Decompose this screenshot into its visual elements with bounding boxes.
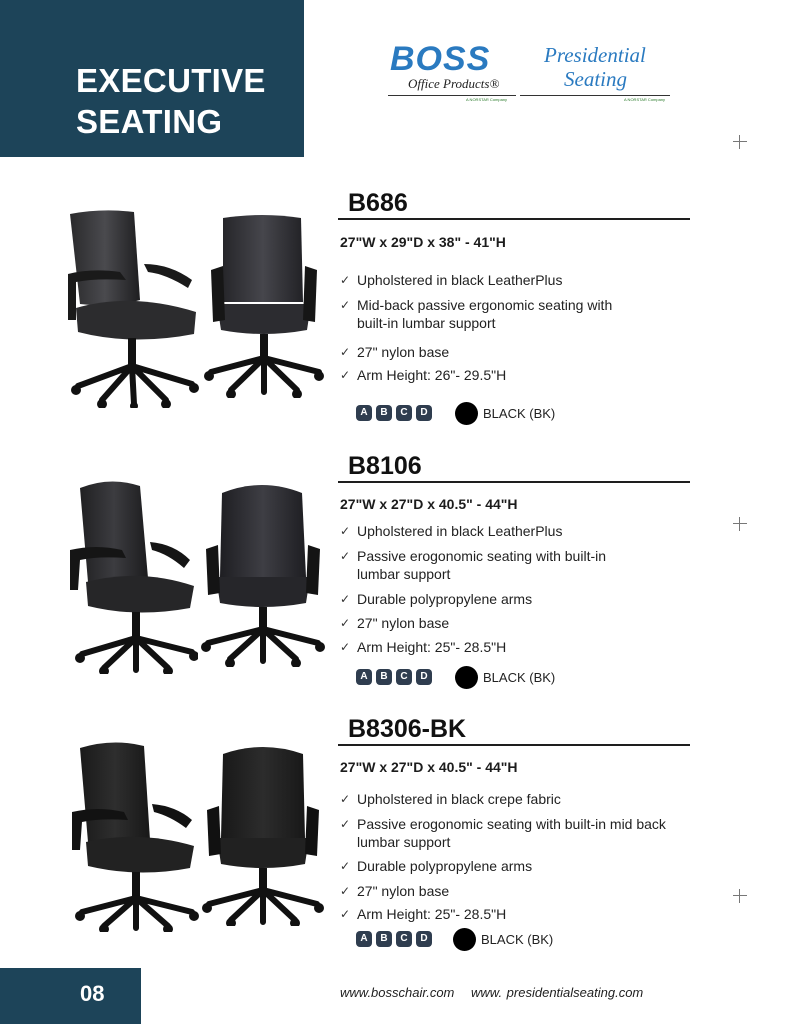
option-badge: D: [416, 405, 432, 421]
chair-front-view-image: [200, 481, 326, 667]
chair-front-view-image: [201, 744, 325, 926]
checkmark-icon: ✓: [340, 859, 351, 873]
product-model: B8106: [348, 452, 422, 480]
chair-side-view-image: [66, 478, 198, 674]
option-badge: B: [376, 931, 392, 947]
presidential-logo-line1: Presidential: [544, 43, 646, 67]
chair-side-view-image: [62, 208, 200, 408]
option-badge: C: [396, 931, 412, 947]
checkmark-icon: ✓: [340, 884, 351, 898]
footer-link-presidential[interactable]: www. presidentialseating.com: [471, 985, 644, 1000]
checkmark-icon: ✓: [340, 524, 351, 538]
registration-mark: [733, 135, 747, 149]
product-divider: [338, 744, 690, 746]
option-badge: D: [416, 669, 432, 685]
presidential-logo: [520, 40, 670, 100]
product-dimensions: 27"W x 29"D x 38" - 41"H: [340, 234, 506, 250]
boss-logo-word: BOSS: [390, 40, 491, 78]
option-badge: B: [376, 669, 392, 685]
option-badge: B: [376, 405, 392, 421]
page-title-line1: EXECUTIVE: [76, 62, 266, 99]
boss-logo-rule: [388, 95, 516, 96]
checkmark-icon: ✓: [340, 592, 351, 606]
checkmark-icon: ✓: [340, 368, 351, 382]
color-swatch-black: [453, 928, 476, 951]
product-dimensions: 27"W x 27"D x 40.5" - 44"H: [340, 759, 518, 775]
boss-logo-sub: Office Products®: [408, 76, 500, 91]
presidential-logo-line2: Seating: [564, 67, 627, 91]
checkmark-icon: ✓: [340, 907, 351, 921]
product-model: B8306-BK: [348, 715, 467, 743]
option-badge: A: [356, 931, 372, 947]
color-swatch-black: [455, 666, 478, 689]
product-divider: [338, 481, 690, 483]
boss-logo: [388, 40, 516, 100]
checkmark-icon: ✓: [340, 345, 351, 359]
product-dimensions: 27"W x 27"D x 40.5" - 44"H: [340, 496, 518, 512]
option-badge: A: [356, 669, 372, 685]
color-label: BLACK (BK): [481, 932, 554, 947]
color-label: BLACK (BK): [483, 406, 556, 421]
option-badge: A: [356, 405, 372, 421]
footer-page-block: [0, 968, 141, 1024]
option-badge: C: [396, 669, 412, 685]
option-badge: C: [396, 405, 412, 421]
product-divider: [338, 218, 690, 220]
boss-logo-tag: A NORSTAR Company: [466, 97, 508, 102]
footer-urls: [340, 985, 655, 1000]
presidential-logo-tag: A NORSTAR Company: [624, 97, 666, 102]
page-title: [76, 60, 266, 142]
checkmark-icon: ✓: [340, 616, 351, 630]
checkmark-icon: ✓: [340, 792, 351, 806]
product-model: B686: [348, 189, 408, 217]
option-badge: D: [416, 931, 432, 947]
checkmark-icon: ✓: [340, 298, 351, 312]
color-label: BLACK (BK): [483, 670, 556, 685]
checkmark-icon: ✓: [340, 640, 351, 654]
checkmark-icon: ✓: [340, 817, 351, 831]
page-number: 08: [80, 981, 105, 1006]
checkmark-icon: ✓: [340, 273, 351, 287]
presidential-logo-rule: [520, 95, 670, 96]
checkmark-icon: ✓: [340, 549, 351, 563]
chair-front-view-image: [203, 212, 325, 398]
registration-mark: [733, 517, 747, 531]
chair-side-view-image: [68, 740, 200, 932]
registration-mark: [733, 889, 747, 903]
page-title-line2: SEATING: [76, 103, 223, 140]
footer-link-bosschair[interactable]: www.bosschair.com: [340, 985, 455, 1000]
color-swatch-black: [455, 402, 478, 425]
